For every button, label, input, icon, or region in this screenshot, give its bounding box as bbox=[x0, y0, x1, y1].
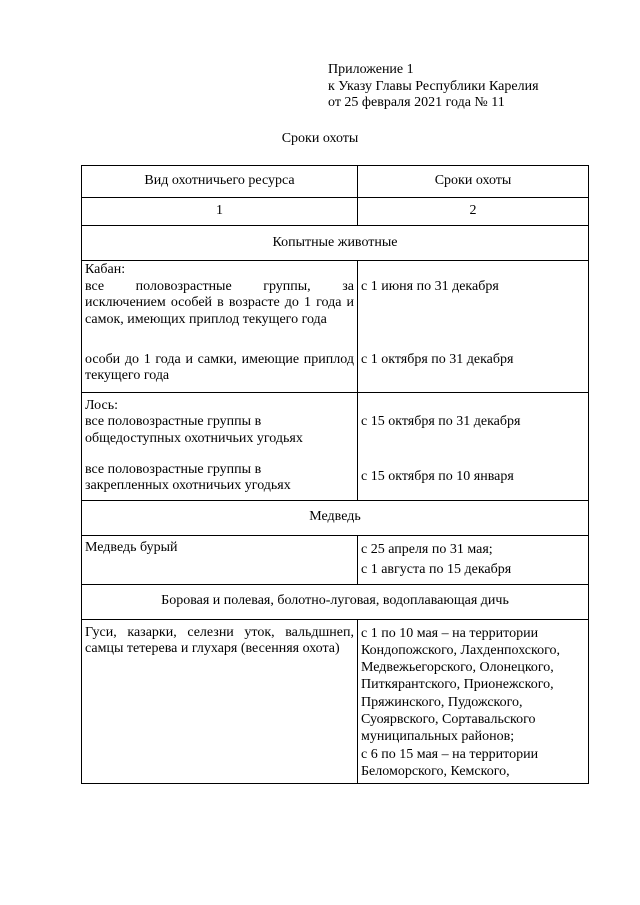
hunting-seasons-table bbox=[81, 165, 589, 784]
spring-birds-period-cell bbox=[358, 619, 589, 784]
appendix-header bbox=[328, 62, 539, 112]
table-row-moose bbox=[82, 392, 589, 500]
moose-group-b-line-1: все половозрастные группы в bbox=[85, 461, 262, 477]
spring-birds-period-line: муниципальных районов; bbox=[361, 729, 515, 745]
column-header-period: Сроки охоты bbox=[358, 166, 589, 198]
boar-group-a-period: с 1 июня по 31 декабря bbox=[361, 278, 499, 294]
spring-birds-period-line: Питкярантского, Прионежского, bbox=[361, 677, 554, 693]
section-row bbox=[82, 584, 589, 619]
spring-birds-period-line: Медвежьегорского, Олонецкого, bbox=[361, 660, 554, 676]
spring-birds-period-line: Пряжинского, Пудожского, bbox=[361, 694, 523, 710]
table-row-spring-birds bbox=[82, 619, 589, 784]
column-number-2: 2 bbox=[358, 198, 589, 226]
column-header-resource: Вид охотничьего ресурса bbox=[82, 166, 358, 198]
table-row-brown-bear bbox=[82, 535, 589, 584]
document-title: Сроки охоты bbox=[281, 131, 359, 146]
moose-group-a-line-1: все половозрастные группы в bbox=[85, 414, 262, 429]
spring-birds-period-line: Суоярвского, Сортавальского bbox=[361, 711, 536, 727]
boar-period-cell bbox=[358, 261, 589, 393]
boar-group-a-text: все половозрастные группы, за исключением особей в возрасте до 1 года и самок, имеющих приплод текущего года bbox=[85, 278, 354, 327]
appendix-line-2: к Указу Главы Республики Карелия bbox=[328, 78, 539, 94]
moose-label: Лось: bbox=[85, 397, 118, 413]
appendix-line-1: Приложение 1 bbox=[328, 62, 414, 77]
brown-bear-label: Медведь бурый bbox=[82, 535, 358, 584]
boar-group-b-period: с 1 октября по 31 декабря bbox=[361, 351, 514, 367]
moose-period-cell bbox=[358, 392, 589, 500]
moose-group-b-period: с 15 октября по 10 января bbox=[361, 469, 514, 484]
section-row bbox=[82, 500, 589, 535]
spring-birds-period-line: Кондопожского, Лахденпохского, bbox=[361, 642, 560, 658]
spring-birds-label: Гуси, казарки, селезни уток, вальдшнеп, самцы тетерева и глухаря (весенняя охота) bbox=[82, 619, 358, 784]
boar-cell bbox=[82, 261, 358, 393]
boar-label: Кабан: bbox=[85, 262, 126, 277]
table-header-row bbox=[82, 166, 589, 198]
spring-birds-period-line: Беломорского, Кемского, bbox=[361, 763, 510, 779]
section-bear: Медведь bbox=[82, 500, 589, 535]
table-row-boar bbox=[82, 261, 589, 393]
brown-bear-period-1: с 25 апреля по 31 мая; bbox=[361, 541, 493, 557]
section-ungulates: Копытные животные bbox=[82, 226, 589, 261]
brown-bear-period-cell bbox=[358, 535, 589, 584]
section-row bbox=[82, 226, 589, 261]
brown-bear-period-2: с 1 августа по 15 декабря bbox=[361, 561, 512, 577]
boar-group-b-text: особи до 1 года и самки, имеющие приплод текущего года bbox=[85, 351, 354, 383]
spring-birds-period-line: с 1 по 10 мая – на территории bbox=[361, 625, 539, 641]
column-number-1: 1 bbox=[82, 198, 358, 226]
moose-cell bbox=[82, 392, 358, 500]
appendix-line-3: от 25 февраля 2021 года № 11 bbox=[328, 95, 505, 110]
section-game-birds: Боровая и полевая, болотно-луговая, водоплавающая дичь bbox=[82, 584, 589, 619]
moose-group-a-period: с 15 октября по 31 декабря bbox=[361, 414, 521, 429]
moose-group-b-line-2: закрепленных охотничьих угодьях bbox=[85, 478, 291, 493]
moose-group-a-line-2: общедоступных охотничьих угодьях bbox=[85, 430, 303, 446]
column-number-row bbox=[82, 198, 589, 226]
spring-birds-period-line: с 6 по 15 мая – на территории bbox=[361, 746, 539, 762]
